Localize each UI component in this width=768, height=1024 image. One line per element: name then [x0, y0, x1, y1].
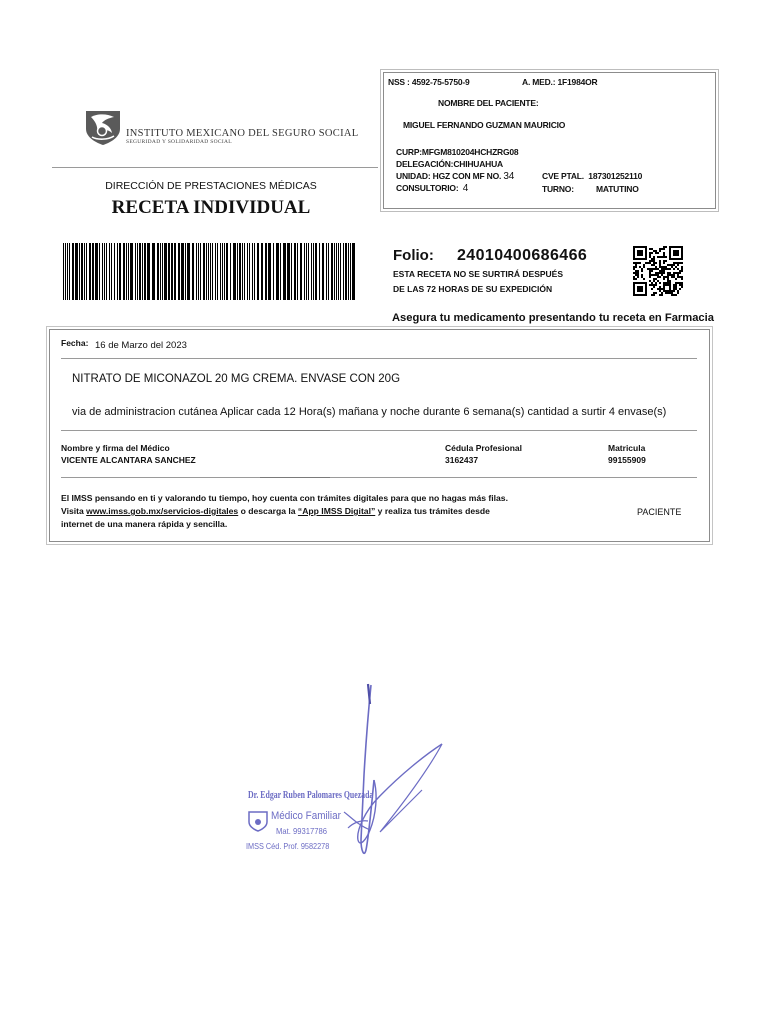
cve-ptal-field: CVE PTAL. 187301252110 [542, 171, 643, 181]
notice-line3: internet de una manera rápida y sencilla. [61, 519, 228, 529]
signature [330, 680, 460, 875]
digital-services-notice [61, 492, 581, 531]
imss-services-link[interactable]: www.imss.gob.mx/servicios-digitales [86, 506, 239, 516]
matricula-label: Matricula [608, 443, 646, 453]
fecha-value: 16 de Marzo del 2023 [95, 340, 187, 351]
notice-line2-text-b: o descarga la [238, 506, 298, 516]
folio-number: 24010400686466 [457, 247, 588, 264]
doctor-divider-accent [260, 477, 330, 478]
qr-code [633, 246, 683, 301]
notice-line2 [61, 505, 581, 518]
patient-name-label: NOMBRE DEL PACIENTE: [438, 98, 539, 108]
copy-label: PACIENTE [637, 507, 682, 517]
patient-name: MIGUEL FERNANDO GUZMAN MAURICIO [403, 120, 566, 130]
handwritten-signature-icon [330, 680, 460, 870]
dosage-instructions: via de administracion cutánea Aplicar cada 12 Hora(s) mañana y noche durante 6 semana(s) cantidad a surtir 4 envase(s) [72, 406, 667, 418]
imss-logo [84, 107, 122, 152]
header-divider [52, 167, 378, 168]
stamp-mat: Mat. 99317786 [276, 826, 328, 836]
folio-note-line1: ESTA RECETA NO SE SURTIRÁ DESPUÉS [393, 269, 564, 279]
matricula-value: 99155909 [608, 455, 646, 465]
nss-field: NSS : 4592-75-5750-9 [388, 77, 470, 87]
medication-name: NITRATO DE MICONAZOL 20 MG CREMA. ENVASE CON 20G [72, 373, 401, 385]
turno-field: TURNO: [542, 184, 574, 194]
stamp-name: Dr. Edgar Ruben Palomares Quezada [248, 790, 374, 801]
instructions-divider [61, 430, 697, 431]
stamp-role: Médico Familiar [271, 810, 341, 822]
consultorio-field: CONSULTORIO: 4 [396, 183, 469, 194]
qr-code-icon [633, 246, 683, 296]
doctor-name: VICENTE ALCANTARA SANCHEZ [61, 455, 196, 465]
page-title: RECETA INDIVIDUAL [111, 197, 311, 218]
fecha-label: Fecha: [61, 338, 89, 348]
stamp-ced: IMSS Céd. Prof. 9582278 [246, 841, 330, 851]
imss-app-link[interactable]: “App IMSS Digital” [297, 506, 376, 516]
delegacion-field: DELEGACIÓN:CHIHUAHUA [396, 159, 503, 169]
notice-line2-text-a: Visita [61, 506, 87, 516]
unidad-field: UNIDAD: HGZ CON MF NO. 34 [396, 171, 515, 182]
notice-line2-text-c: y realiza tus trámites desde [375, 506, 490, 516]
date-divider [61, 358, 697, 359]
barcode [62, 243, 356, 305]
doctor-divider [61, 477, 697, 478]
pharmacy-notice: Asegura tu medicamento presentando tu receta en Farmacia [391, 312, 714, 324]
barcode-icon [62, 243, 356, 300]
folio-note-line2: DE LAS 72 HORAS DE SU EXPEDICIÓN [393, 284, 553, 294]
notice-line1: El IMSS pensando en ti y valorando tu tiempo, hoy cuenta con trámites digitales para que no hagas más filas. [61, 493, 508, 503]
institute-tagline: SEGURIDAD Y SOLIDARIDAD SOCIAL [126, 139, 232, 145]
doctor-label: Nombre y firma del Médico [61, 443, 170, 453]
stamp-logo-icon [248, 810, 268, 832]
instructions-divider-accent [260, 430, 330, 431]
folio-label: Folio: [393, 247, 434, 264]
direction-heading: DIRECCIÓN DE PRESTACIONES MÉDICAS [105, 180, 317, 192]
turno-value: MATUTINO [596, 184, 639, 194]
cedula-label: Cédula Profesional [445, 443, 522, 453]
institute-name: INSTITUTO MEXICANO DEL SEGURO SOCIAL [126, 128, 359, 139]
imss-eagle-logo-icon [84, 107, 122, 147]
curp-field: CURP:MFGM810204HCHZRG08 [396, 147, 519, 157]
cedula-value: 3162437 [445, 455, 479, 465]
amed-field: A. MED.: 1F1984OR [522, 77, 598, 87]
